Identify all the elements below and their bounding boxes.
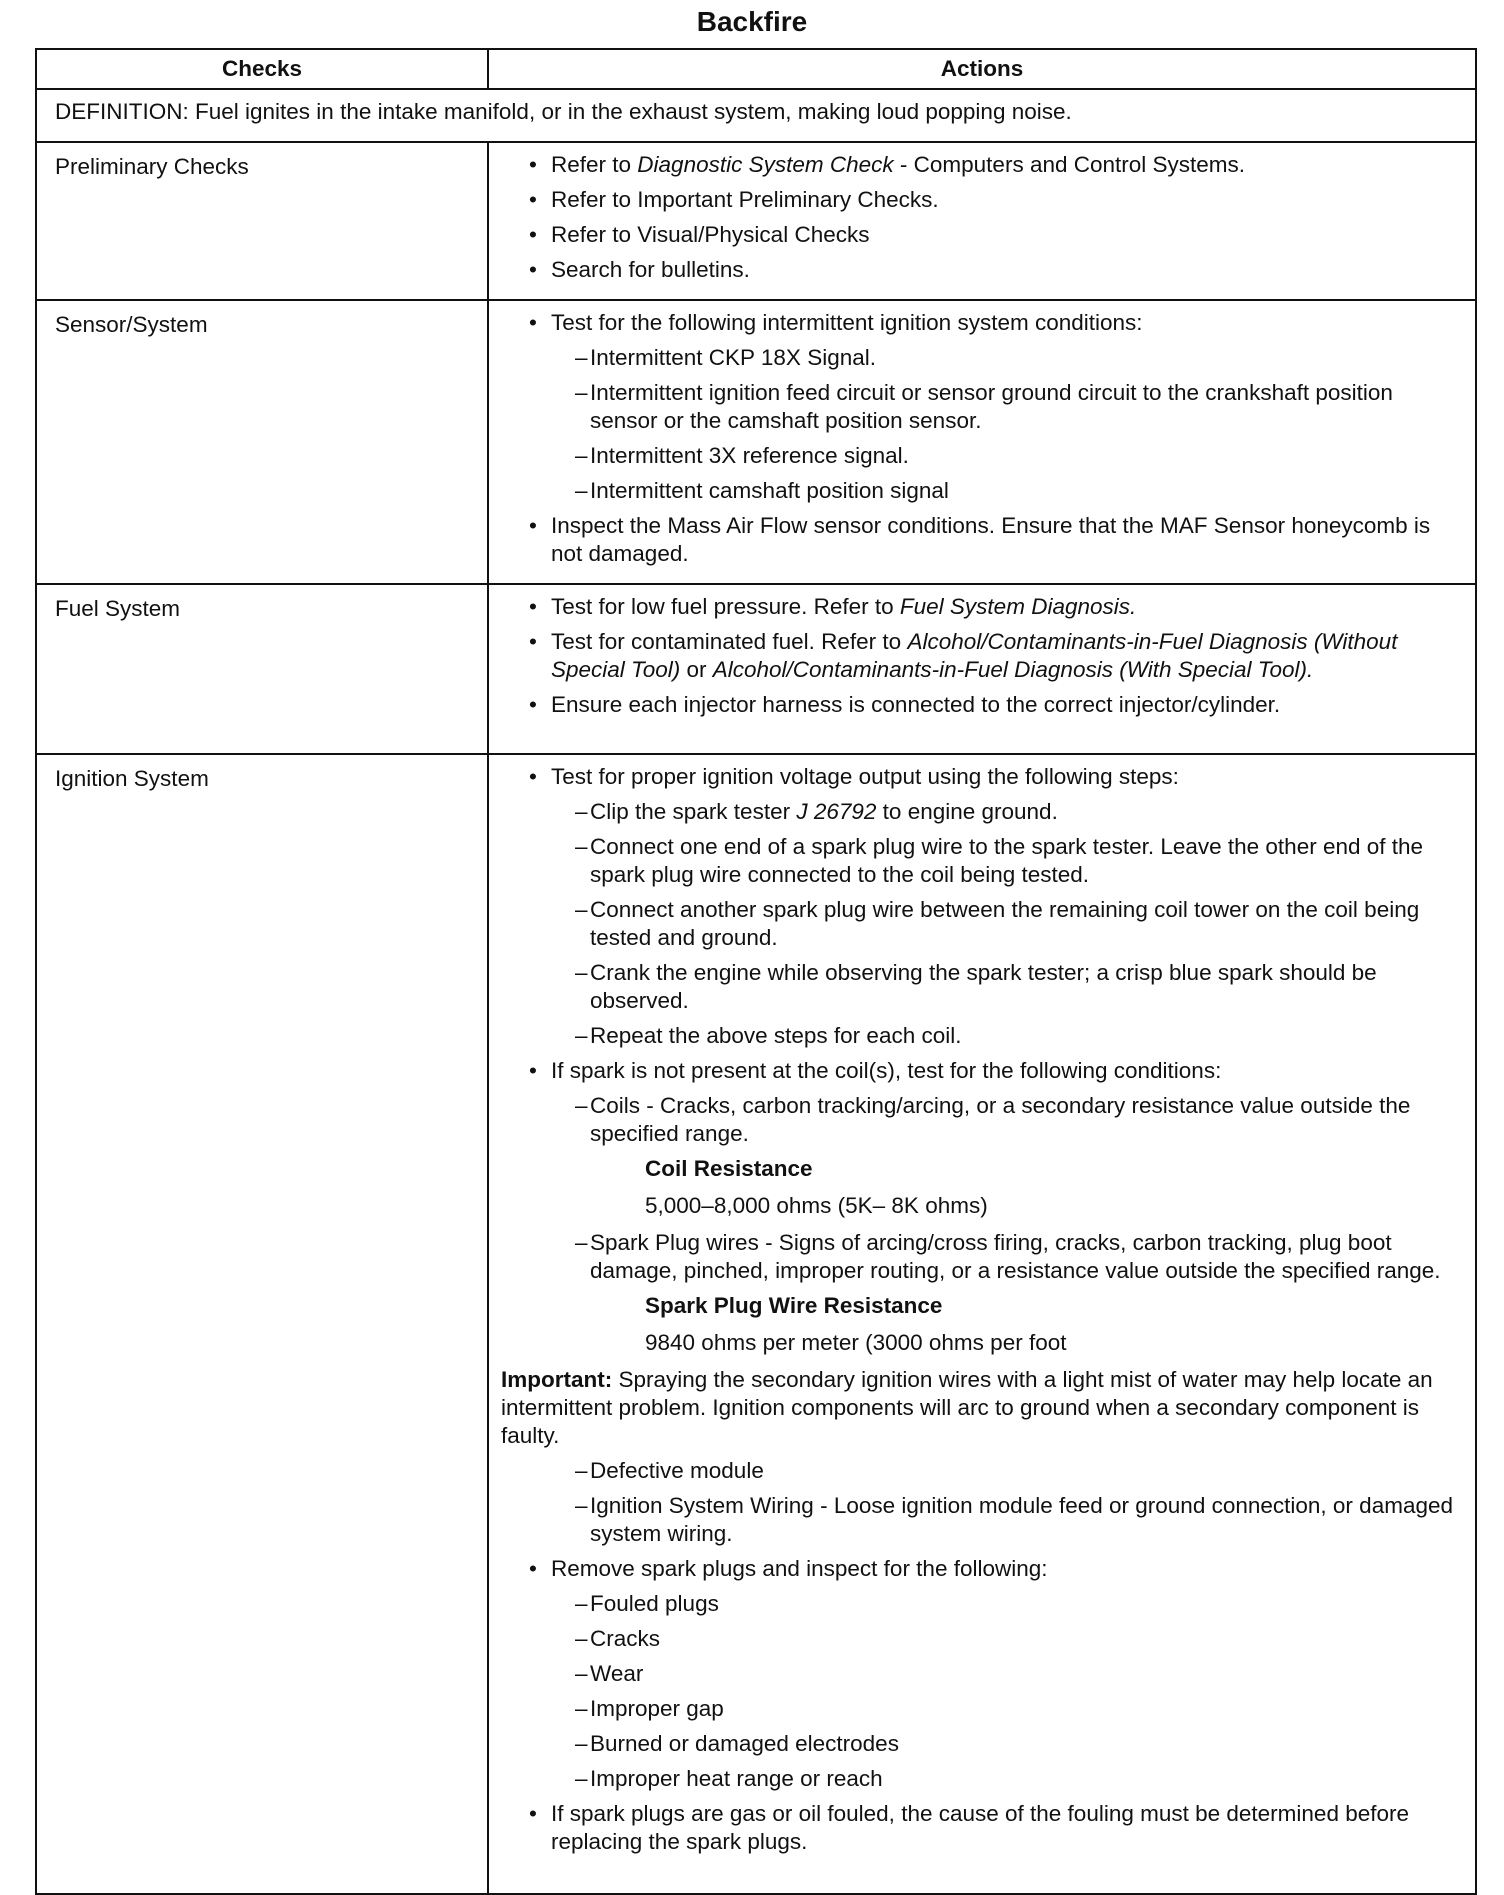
action-subitem: – Defective module: [501, 1457, 1461, 1485]
action-subitem: – Wear: [501, 1660, 1461, 1688]
action-subitem: – Connect one end of a spark plug wire to the spark tester. Leave the other end of the spark plug wire connected to the coil being tested.: [501, 833, 1461, 889]
table-row: [36, 142, 1476, 300]
reference-link: Alcohol/Contaminants-in-Fuel Diagnosis (With Special Tool).: [712, 657, 1314, 682]
check-label: Ignition System: [36, 754, 488, 1894]
spec-heading: Coil Resistance: [645, 1156, 813, 1181]
action-subitem: – Intermittent camshaft position signal: [501, 477, 1461, 505]
spec-value: 5,000–8,000 ohms (5K– 8K ohms): [645, 1193, 988, 1218]
definition-text: DEFINITION: Fuel ignites in the intake manifold, or in the exhaust system, making loud popping noise.: [36, 89, 1476, 142]
table-row: [36, 584, 1476, 754]
action-bullet: [501, 151, 1461, 179]
action-bullet: [501, 593, 1461, 621]
actions-cell: [488, 300, 1476, 584]
check-label: Fuel System: [36, 584, 488, 754]
action-subitem: – Fouled plugs: [501, 1590, 1461, 1618]
text: Clip the spark tester: [590, 799, 797, 824]
page-title: Backfire: [696, 6, 808, 37]
action-subitem: – Intermittent CKP 18X Signal.: [501, 344, 1461, 372]
action-bullet: • Test for the following intermittent ignition system conditions:: [501, 309, 1461, 337]
text: Test for contaminated fuel. Refer to: [551, 629, 908, 654]
checks-header: Checks: [36, 49, 488, 89]
action-subitem: – Improper gap: [501, 1695, 1461, 1723]
action-subitem: – Burned or damaged electrodes: [501, 1730, 1461, 1758]
action-bullet: • Remove spark plugs and inspect for the following:: [501, 1555, 1461, 1583]
definition-row: [36, 89, 1476, 142]
action-bullet: • Search for bulletins.: [501, 256, 1461, 284]
table-row: [36, 754, 1476, 1894]
actions-cell: [488, 142, 1476, 300]
action-bullet: • If spark is not present at the coil(s), test for the following conditions:: [501, 1057, 1461, 1085]
text: Refer to: [551, 152, 638, 177]
action-subitem: – Intermittent 3X reference signal.: [501, 442, 1461, 470]
action-bullet: • Inspect the Mass Air Flow sensor conditions. Ensure that the MAF Sensor honeycomb is not damaged.: [501, 512, 1461, 568]
action-bullet: • Ensure each injector harness is connected to the correct injector/cylinder.: [501, 691, 1461, 719]
actions-header: Actions: [488, 49, 1476, 89]
spec-value: 9840 ohms per meter (3000 ohms per foot: [645, 1330, 1067, 1355]
text: - Computers and Control Systems.: [893, 152, 1246, 177]
check-label: Sensor/System: [36, 300, 488, 584]
text: or: [680, 657, 713, 682]
tool-number: J 26792: [796, 799, 877, 824]
action-subitem: – Cracks: [501, 1625, 1461, 1653]
important-note: [501, 1366, 1461, 1450]
action-bullet: • If spark plugs are gas or oil fouled, the cause of the fouling must be determined before replacing the spark plugs.: [501, 1800, 1461, 1856]
reference-link: Alcohol/Contaminants-in-Fuel Diagnosis (Without Special Tool): [551, 629, 1398, 682]
action-subitem: – Coils - Cracks, carbon tracking/arcing, or a secondary resistance value outside the specified range.: [501, 1092, 1461, 1148]
action-subitem: – Improper heat range or reach: [501, 1765, 1461, 1793]
table-row: [36, 300, 1476, 584]
action-subitem: [501, 798, 1461, 826]
spec-heading: Spark Plug Wire Resistance: [645, 1293, 943, 1318]
action-subitem: – Spark Plug wires - Signs of arcing/cross firing, cracks, carbon tracking, plug boot damage, pinched, improper routing, or a resistance value outside the specified range.: [501, 1229, 1461, 1285]
action-bullet: [501, 628, 1461, 684]
action-bullet: • Refer to Visual/Physical Checks: [501, 221, 1461, 249]
action-subitem: – Crank the engine while observing the spark tester; a crisp blue spark should be observed.: [501, 959, 1461, 1015]
text: Test for low fuel pressure. Refer to: [551, 594, 900, 619]
diagnostic-table: [35, 48, 1477, 1895]
reference-link: Fuel System Diagnosis.: [899, 594, 1137, 619]
header-row: [36, 49, 1476, 89]
action-subitem: – Repeat the above steps for each coil.: [501, 1022, 1461, 1050]
check-label: Preliminary Checks: [36, 142, 488, 300]
important-text: Spraying the secondary ignition wires with a light mist of water may help locate an intermittent problem. Ignition components will arc to ground when a secondary component is faulty.: [501, 1367, 1433, 1448]
reference-link: Diagnostic System Check: [637, 152, 894, 177]
action-bullet: • Test for proper ignition voltage output using the following steps:: [501, 763, 1461, 791]
important-label: Important:: [501, 1367, 613, 1392]
action-subitem: – Ignition System Wiring - Loose ignition module feed or ground connection, or damaged system wiring.: [501, 1492, 1461, 1548]
text: to engine ground.: [876, 799, 1058, 824]
actions-cell: [488, 584, 1476, 754]
action-bullet: • Refer to Important Preliminary Checks.: [501, 186, 1461, 214]
action-subitem: – Intermittent ignition feed circuit or sensor ground circuit to the crankshaft position sensor or the camshaft position sensor.: [501, 379, 1461, 435]
actions-cell: [488, 754, 1476, 1894]
action-subitem: – Connect another spark plug wire between the remaining coil tower on the coil being tested and ground.: [501, 896, 1461, 952]
